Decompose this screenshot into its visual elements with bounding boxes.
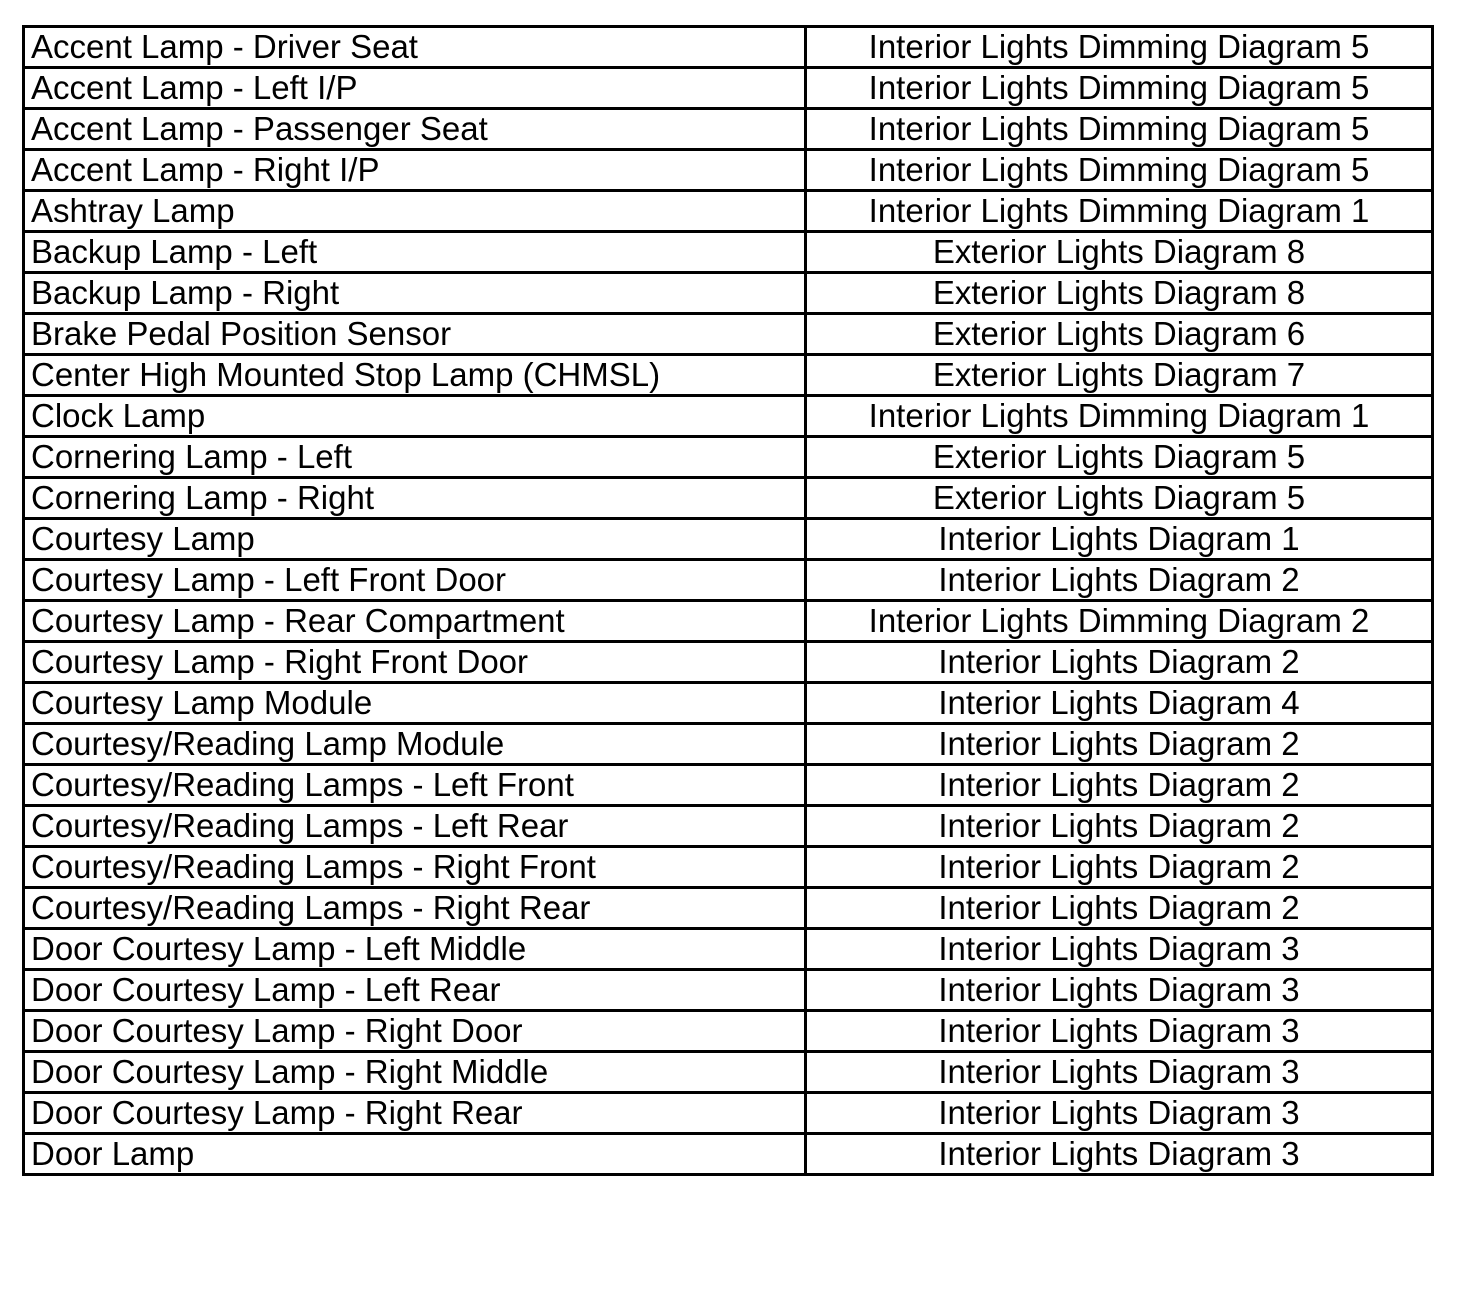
table-row: [24, 519, 1433, 560]
diagram-cell: Interior Lights Diagram 2: [806, 642, 1433, 683]
component-cell: Door Lamp: [24, 1134, 806, 1175]
component-cell: Door Courtesy Lamp - Right Rear: [24, 1093, 806, 1134]
component-cell: Courtesy Lamp - Rear Compartment: [24, 601, 806, 642]
diagram-cell: Interior Lights Diagram 3: [806, 970, 1433, 1011]
table-row: [24, 724, 1433, 765]
diagram-cell: Interior Lights Diagram 2: [806, 888, 1433, 929]
component-cell: Courtesy/Reading Lamps - Left Rear: [24, 806, 806, 847]
component-cell: Accent Lamp - Passenger Seat: [24, 109, 806, 150]
table-row: [24, 1093, 1433, 1134]
component-cell: Brake Pedal Position Sensor: [24, 314, 806, 355]
diagram-cell: Interior Lights Dimming Diagram 5: [806, 68, 1433, 109]
component-cell: Courtesy Lamp - Right Front Door: [24, 642, 806, 683]
diagram-cell: Exterior Lights Diagram 5: [806, 437, 1433, 478]
diagram-cell: Interior Lights Diagram 2: [806, 806, 1433, 847]
diagram-cell: Interior Lights Diagram 2: [806, 847, 1433, 888]
diagram-cell: Interior Lights Diagram 3: [806, 1134, 1433, 1175]
component-cell: Courtesy/Reading Lamp Module: [24, 724, 806, 765]
component-diagram-table: [22, 25, 1434, 1176]
table-row: [24, 765, 1433, 806]
table-row: [24, 314, 1433, 355]
diagram-cell: Interior Lights Diagram 3: [806, 1011, 1433, 1052]
diagram-cell: Exterior Lights Diagram 8: [806, 273, 1433, 314]
component-cell: Door Courtesy Lamp - Right Door: [24, 1011, 806, 1052]
component-cell: Door Courtesy Lamp - Right Middle: [24, 1052, 806, 1093]
component-cell: Cornering Lamp - Left: [24, 437, 806, 478]
diagram-cell: Interior Lights Dimming Diagram 2: [806, 601, 1433, 642]
diagram-cell: Interior Lights Diagram 3: [806, 1052, 1433, 1093]
diagram-cell: Interior Lights Diagram 3: [806, 929, 1433, 970]
component-cell: Door Courtesy Lamp - Left Rear: [24, 970, 806, 1011]
table-row: [24, 437, 1433, 478]
table-row: [24, 150, 1433, 191]
table-row: [24, 273, 1433, 314]
component-cell: Courtesy Lamp Module: [24, 683, 806, 724]
table-row: [24, 1052, 1433, 1093]
component-cell: Courtesy/Reading Lamps - Left Front: [24, 765, 806, 806]
diagram-cell: Interior Lights Dimming Diagram 1: [806, 191, 1433, 232]
diagram-cell: Interior Lights Diagram 3: [806, 1093, 1433, 1134]
component-cell: Courtesy/Reading Lamps - Right Rear: [24, 888, 806, 929]
diagram-cell: Interior Lights Dimming Diagram 5: [806, 109, 1433, 150]
table-body: [24, 27, 1433, 1175]
component-cell: Cornering Lamp - Right: [24, 478, 806, 519]
table-row: [24, 27, 1433, 68]
component-cell: Courtesy Lamp: [24, 519, 806, 560]
component-cell: Backup Lamp - Left: [24, 232, 806, 273]
diagram-cell: Exterior Lights Diagram 7: [806, 355, 1433, 396]
diagram-cell: Exterior Lights Diagram 8: [806, 232, 1433, 273]
table-row: [24, 355, 1433, 396]
component-cell: Accent Lamp - Left I/P: [24, 68, 806, 109]
table-row: [24, 1134, 1433, 1175]
component-cell: Courtesy/Reading Lamps - Right Front: [24, 847, 806, 888]
diagram-cell: Interior Lights Diagram 2: [806, 560, 1433, 601]
table-row: [24, 970, 1433, 1011]
table-row: [24, 888, 1433, 929]
component-cell: Ashtray Lamp: [24, 191, 806, 232]
table-row: [24, 847, 1433, 888]
component-cell: Courtesy Lamp - Left Front Door: [24, 560, 806, 601]
diagram-cell: Interior Lights Dimming Diagram 5: [806, 150, 1433, 191]
table-row: [24, 929, 1433, 970]
table-row: [24, 68, 1433, 109]
diagram-cell: Exterior Lights Diagram 6: [806, 314, 1433, 355]
diagram-cell: Interior Lights Diagram 2: [806, 765, 1433, 806]
diagram-cell: Exterior Lights Diagram 5: [806, 478, 1433, 519]
table-row: [24, 601, 1433, 642]
diagram-cell: Interior Lights Dimming Diagram 1: [806, 396, 1433, 437]
component-cell: Center High Mounted Stop Lamp (CHMSL): [24, 355, 806, 396]
table-row: [24, 478, 1433, 519]
component-cell: Backup Lamp - Right: [24, 273, 806, 314]
diagram-cell: Interior Lights Dimming Diagram 5: [806, 27, 1433, 68]
component-cell: Door Courtesy Lamp - Left Middle: [24, 929, 806, 970]
diagram-cell: Interior Lights Diagram 1: [806, 519, 1433, 560]
component-cell: Clock Lamp: [24, 396, 806, 437]
table-row: [24, 683, 1433, 724]
table-row: [24, 642, 1433, 683]
table-row: [24, 232, 1433, 273]
component-cell: Accent Lamp - Right I/P: [24, 150, 806, 191]
component-cell: Accent Lamp - Driver Seat: [24, 27, 806, 68]
diagram-cell: Interior Lights Diagram 2: [806, 724, 1433, 765]
table-row: [24, 1011, 1433, 1052]
diagram-cell: Interior Lights Diagram 4: [806, 683, 1433, 724]
table-row: [24, 396, 1433, 437]
table-row: [24, 806, 1433, 847]
table-row: [24, 560, 1433, 601]
table-row: [24, 191, 1433, 232]
table-row: [24, 109, 1433, 150]
